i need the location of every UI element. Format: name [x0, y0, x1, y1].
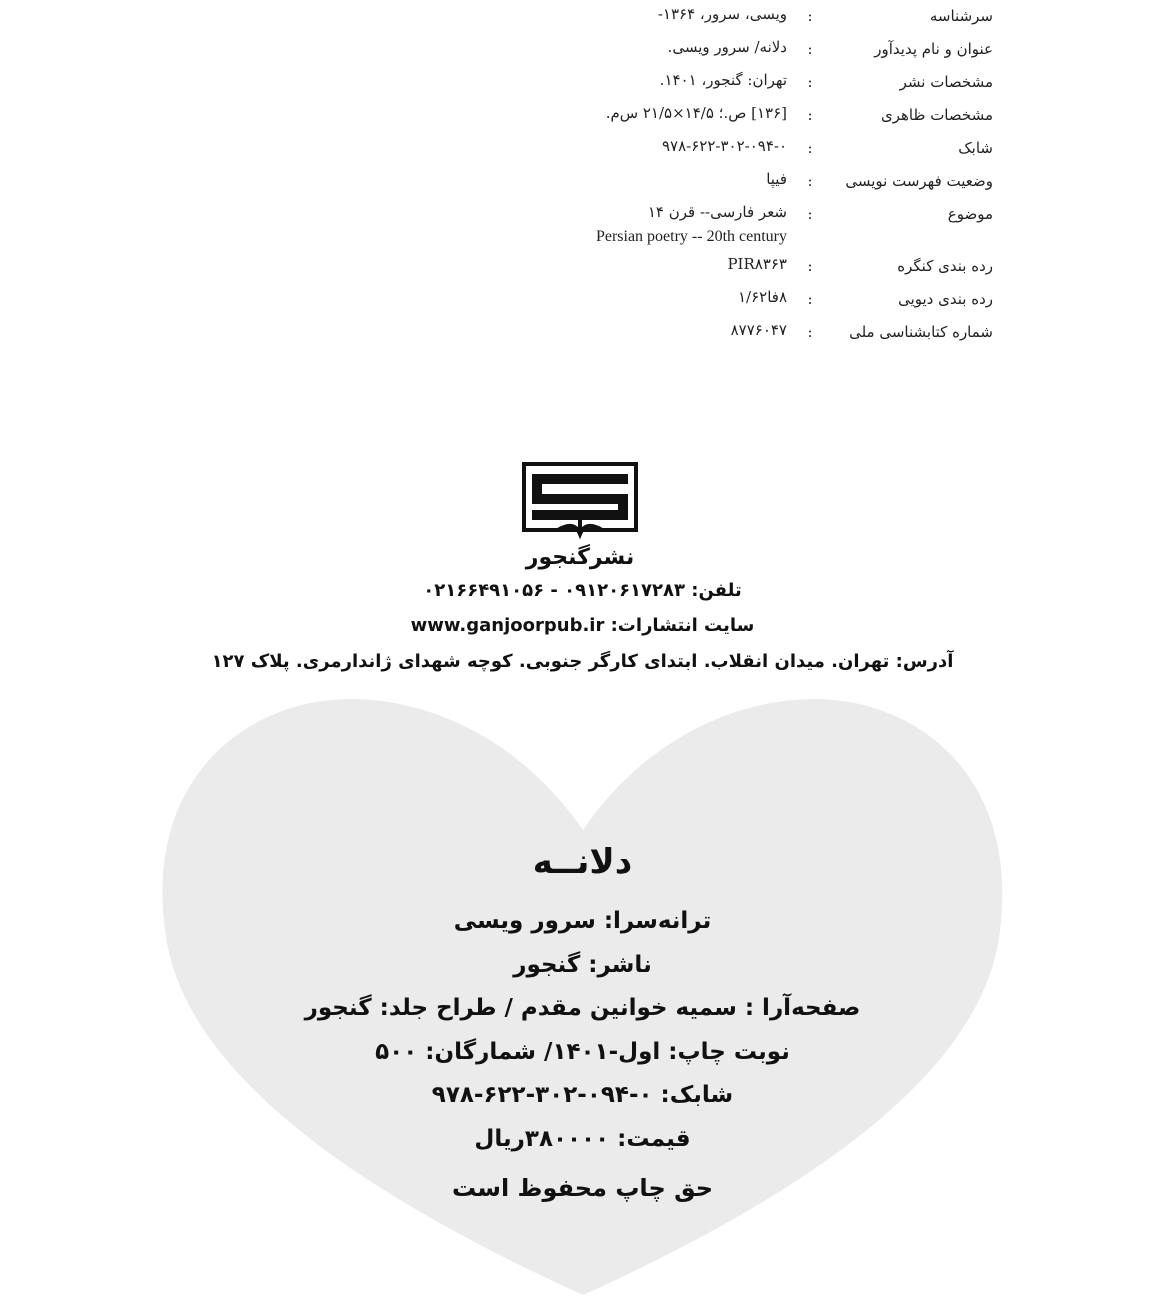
cip-catalog [0, 0, 1165, 360]
cip-row-cataloging-status [0, 167, 1165, 197]
cip-label: شابک [958, 139, 993, 157]
cip-label: رده بندی کنگره [897, 257, 993, 275]
cip-value-english: Persian poetry -- 20th century [595, 228, 787, 245]
cip-colon: : [807, 257, 813, 275]
cip-row-title [0, 35, 1165, 65]
logo-text: نشرگنجور [525, 545, 635, 570]
cip-value: ۹۷۸-۶۲۲-۳۰۲-۰۹۴-۰ [661, 137, 787, 155]
cip-value: دلانه/ سرور ویسی. [667, 38, 787, 56]
colophon-price: قیمت: ۳۸۰۰۰۰ریال [474, 1126, 691, 1152]
cip-colon: : [807, 106, 813, 124]
ganjoor-publisher-logo [518, 460, 642, 576]
cip-colon: : [807, 7, 813, 25]
publisher-address: آدرس: تهران. میدان انقلاب. ابتدای کارگر جنوبی. کوچه شهدای ژاندارمری. پلاک ۱۲۷ [211, 651, 954, 672]
cip-colon: : [807, 205, 813, 223]
cip-value: ۸فا۱/۶۲ [737, 288, 787, 306]
cip-value: ویسی، سرور، ۱۳۶۴- [657, 5, 787, 23]
colophon-lyricist: ترانه‌سرا: سرور ویسی [453, 908, 712, 934]
cip-row-heading [0, 2, 1165, 32]
cip-label: عنوان و نام پدیدآور [874, 40, 993, 58]
cip-row-publication [0, 68, 1165, 98]
colophon-layout-designer: صفحه‌آرا : سمیه خوانین مقدم / طراح جلد: گنجور [304, 995, 861, 1021]
cip-colon: : [807, 323, 813, 341]
colophon-isbn: شابک: ۰-۰۹۴-۳۰۲-۶۲۲-۹۷۸ [431, 1082, 734, 1108]
cip-value: PIR۸۳۶۳ [727, 255, 787, 273]
cip-row-congress [0, 252, 1165, 282]
cip-value: [۱۳۶] ص.؛ ۱۴/۵×۲۱/۵ س‌م. [605, 104, 787, 122]
cip-colon: : [807, 40, 813, 58]
cip-colon: : [807, 139, 813, 157]
cip-label: وضعیت فهرست نویسی [845, 172, 993, 190]
book-title: دلانــه [532, 842, 633, 882]
cip-colon: : [807, 73, 813, 91]
cip-colon: : [807, 290, 813, 308]
cip-value: ۸۷۷۶۰۴۷ [730, 321, 787, 339]
cip-row-dewey [0, 285, 1165, 315]
cip-label: رده بندی دیویی [898, 290, 993, 308]
cip-label: سرشناسه [929, 7, 993, 25]
cip-row-subject [0, 200, 1165, 250]
colophon-publisher: ناشر: گنجور [513, 952, 652, 978]
publisher-phone: تلفن: ۰۹۱۲۰۶۱۷۲۸۳ - ۰۲۱۶۶۴۹۱۰۵۶ [423, 580, 742, 601]
copyright-notice: حق چاپ محفوظ است [451, 1174, 714, 1202]
cip-colon: : [807, 172, 813, 190]
cip-value: شعر فارسی-- قرن ۱۴ [647, 203, 787, 221]
cip-label: موضوع [947, 205, 993, 223]
cip-value: تهران: گنجور، ۱۴۰۱. [659, 71, 787, 89]
cip-row-national-bibliography [0, 318, 1165, 348]
cip-label: مشخصات ظاهری [880, 106, 993, 124]
cip-value: فیپا [766, 170, 787, 188]
colophon-edition: نوبت چاپ: اول-۱۴۰۱/ شمارگان: ۵۰۰ [375, 1039, 790, 1065]
cip-row-isbn [0, 134, 1165, 164]
cip-label: مشخصات نشر [899, 73, 993, 91]
cip-label: شماره کتابشناسی ملی [849, 323, 993, 341]
cip-row-physical [0, 101, 1165, 131]
publisher-website: سایت انتشارات: www.ganjoorpub.ir [410, 615, 755, 636]
